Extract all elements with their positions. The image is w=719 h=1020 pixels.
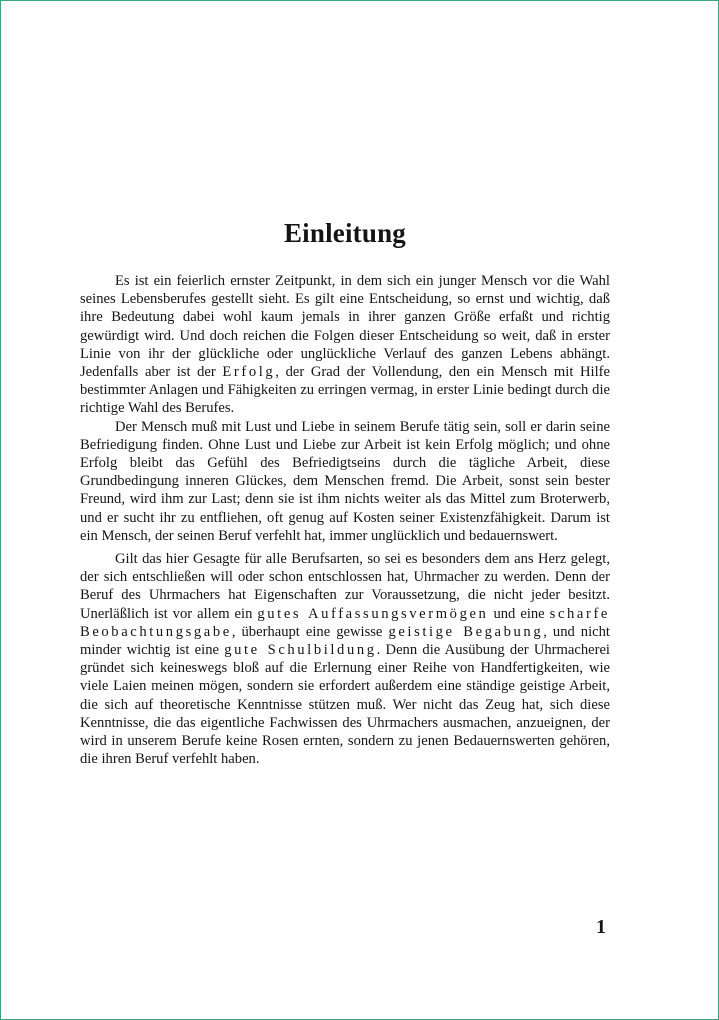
page-content bbox=[80, 218, 610, 768]
paragraph-3 bbox=[80, 550, 610, 768]
paragraph-text: , und nicht minder wichtig ist eine bbox=[80, 623, 610, 659]
emphasized-text: Erfolg bbox=[222, 364, 276, 381]
page-number: 1 bbox=[596, 916, 606, 938]
emphasized-text: gutes Auffassungsvermögen bbox=[257, 605, 489, 622]
page-title: Einleitung bbox=[283, 218, 407, 248]
paragraph-text: Gilt das hier Gesagte für alle Berufsarten, so sei es besonders dem ans Herz gelegt, der sich entschließen will oder schon entschlossen hat, Uhrmacher zu werden. Denn der Beruf des Uhrmachers hat Eigenschaften zur Voraussetzung, die nicht jeder besitzt. Unerläßlich ist vor allem ein bbox=[80, 551, 610, 622]
paragraph-1 bbox=[80, 272, 610, 418]
emphasized-text: gute Schulbildung bbox=[224, 642, 377, 659]
emphasized-text: geistige Begabung bbox=[388, 623, 544, 640]
emphasized-text: scharfe Beobachtungsgabe bbox=[80, 605, 610, 640]
paragraph-text: Es ist ein feierlich ernster Zeitpunkt, in dem sich ein junger Mensch vor die Wahl seines Lebensberufes gestellt sieht. Es gilt eine Entscheidung, so ernst und wichtig, daß ihre Bedeutung dabei wohl kaum jemals in ihrer ganzen Größe erfaßt und richtig gewürdigt wird. Und doch reichen die Folgen dieser Entscheidung so weit, daß in erster Linie von ihr der glückliche oder unglückliche Verlauf des ganzen Lebens abhängt. Jedenfalls aber ist der bbox=[80, 273, 610, 381]
paragraph-text: , überhaupt eine gewisse bbox=[231, 623, 389, 640]
paragraph-text: Der Mensch muß mit Lust und Liebe in seinem Berufe tätig sein, soll er darin seine Befriedigung finden. Ohne Lust und Liebe zur Arbeit ist kein Erfolg möglich; und ohne Erfolg bleibt das Gefühl des Befriedigtseins durch die tägliche Arbeit, diese Grundbedingung inneren Glückes, dem Menschen fremd. Die Arbeit, sonst sein bester Freund, wird ihm zur Last; denn sie ist ihm nichts weiter als das Mittel zum Broterwerb, und er sucht ihr zu entfliehen, oft genug auf Kosten seiner Existenzfähigkeit. Darum ist ein Mensch, der seinen Beruf verfehlt hat, immer unglücklich und bedauernswert. bbox=[80, 418, 610, 544]
paragraph-text: . Denn die Ausübung der Uhrmacherei gründet sich keineswegs bloß auf die Erlernung einer Reihe von Handfertigkeiten, wie viele Laien meinen mögen, sondern sie erfordert außerdem eine ständige geistige Arbeit, die sich auf theoretische Kenntnisse stützen muß. Wer nicht das Zeug hat, sich diese Kenntnisse, die das eigentliche Fachwissen des Uhrmachers ausmachen, anzueignen, der wird in unserem Berufe keine Rosen ernten, sondern zu jenen Bedauernswerten gehören, die ihren Beruf verfehlt haben. bbox=[80, 642, 610, 768]
paragraph-2 bbox=[80, 418, 610, 545]
paragraph-text: und eine bbox=[488, 605, 550, 622]
paragraph-text: , der Grad der Vollendung, den ein Mensch mit Hilfe bestimmter Anlagen und Fähigkeiten zu erringen vermag, in erster Linie bedingt durch die richtige Wahl des Berufes. bbox=[80, 364, 610, 417]
